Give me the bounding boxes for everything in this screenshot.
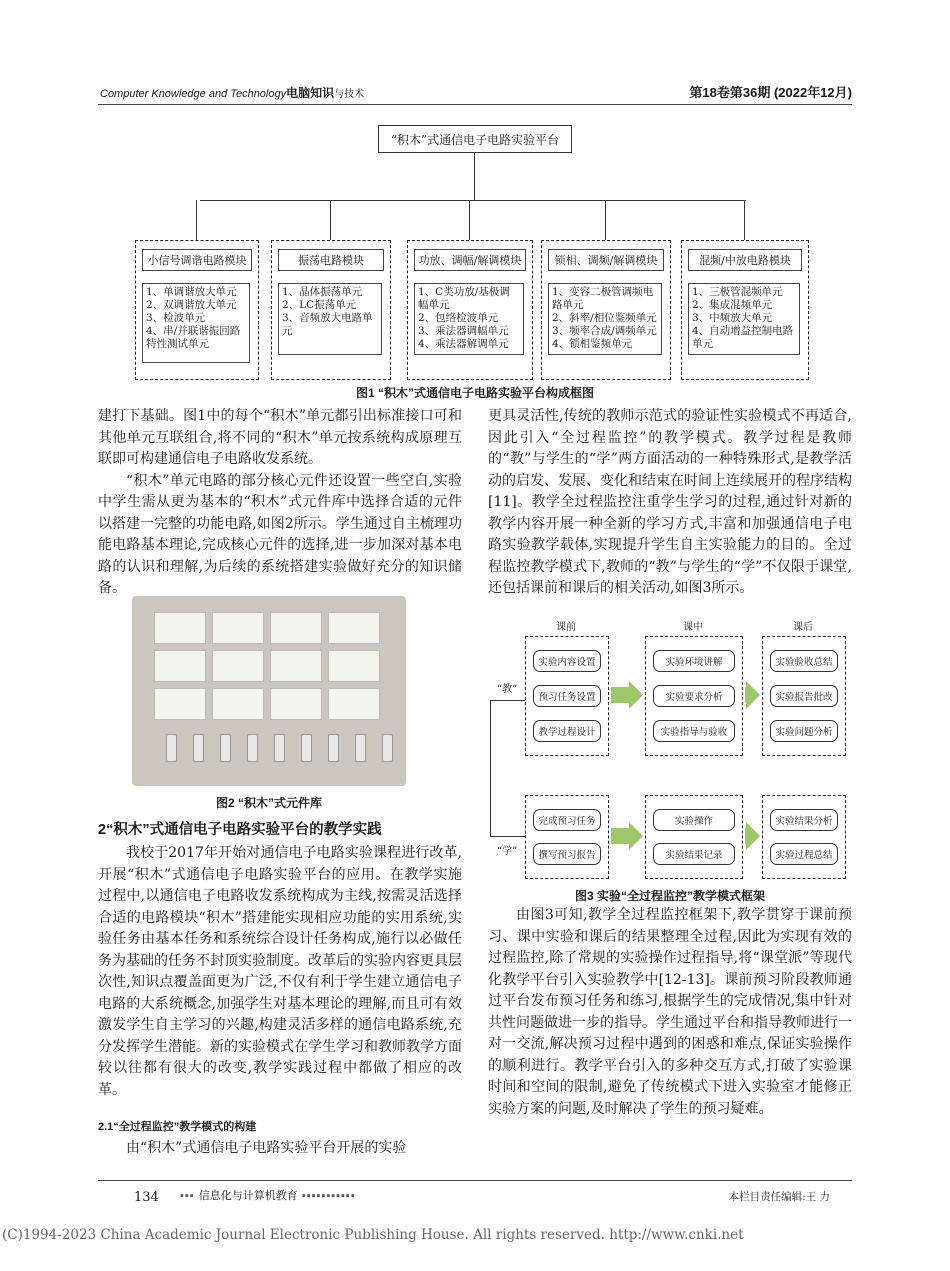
- component-unit: [328, 688, 380, 720]
- right-text-block-1: [488, 406, 852, 600]
- copyright-notice: (C)1994-2023 China Academic Journal Electronic Publishing House. All rights reserved. http://www.cnki.net: [2, 1227, 744, 1243]
- fig1-unit-item: 1、单调谐放大单元: [146, 286, 237, 298]
- component-part: [355, 734, 366, 762]
- fig1-unit-item: 3、检波单元: [146, 312, 206, 324]
- component-library-photo: [132, 596, 406, 786]
- right-text-block-2: [488, 905, 852, 1120]
- fig1-module-title: 振荡电路模块: [278, 249, 384, 271]
- fig1-unit-item: 3、中频放大单元: [692, 312, 773, 324]
- fig1-unit-item: 4、串/并联谐振回路特性测试单元: [146, 325, 241, 350]
- fig1-module: [271, 240, 391, 380]
- component-unit: [154, 612, 206, 644]
- fig3-item: 实验指导与验收: [653, 720, 735, 742]
- paragraph: 更具灵活性,传统的教师示范式的验证性实验模式不再适合,因此引入“全过程监控”的教学模式。教学过程是教师的“教”与学生的“学”两方面活动的一种特殊形式,是教学活动的启发、发展、变化和结束在时间上连续展开的程序结构[11]。教学全过程监控注重学生学习的过程,通过针对新的教学内容开展一种全新的学习方式,丰富和加强通信电子电路实验教学载体,实现提升学生自主实验能力的目的。全过程监控教学模式下,教师的“教”与学生的“学”不仅限于课堂,还包括课前和课后的相关活动,如图3所示。: [488, 408, 852, 596]
- left-text-block-3: [98, 1138, 462, 1160]
- component-part: [301, 734, 312, 762]
- fig1-connector: [196, 200, 197, 240]
- fig3-arrow-head: [629, 822, 643, 850]
- component-unit: [154, 650, 206, 682]
- header-rule: [98, 104, 852, 105]
- fig3-phase-label: 课后: [793, 622, 813, 633]
- fig3-bracket: [490, 700, 491, 836]
- component-part: [247, 734, 258, 762]
- subsection-heading: 2.1“全过程监控”教学模式的构建: [98, 1121, 257, 1133]
- fig3-item: 实验环境讲解: [653, 650, 735, 672]
- fig1-unit-item: 2、LC振荡单元: [282, 299, 357, 311]
- fig1-module: [541, 240, 671, 380]
- fig3-teach-label: “教”: [497, 684, 518, 695]
- fig1-connector: [474, 152, 475, 200]
- component-unit: [154, 688, 206, 720]
- fig1-module-title: 小信号调谐电路模块: [142, 249, 252, 271]
- fig1-module-title: 混频/中放电路模块: [688, 249, 802, 271]
- fig3-arrow-head: [629, 681, 643, 709]
- fig1-unit-item: 2、包络检波单元: [418, 312, 499, 324]
- paragraph: 由图3可知,教学全过程监控框架下,教学贯穿于课前预习、课中实验和课后的结果整理全过程,因此为实现有效的过程监控,除了常规的实验操作过程指导,将“课堂派”等现代化教学平台引入实验教学中[12-13]。课前预习阶段教师通过平台发布预习任务和练习,根据学生的完成情况,集中针对共性问题做进一步的指导。学生通过平台和指导教师进行一对一交流,解决预习过程中遇到的困惑和难点,保证实验操作的顺利进行。教学平台引入的多种交互方式,打破了实验课时间和空间的限制,避免了传统模式下进入实验室才能修正实验方案的问题,及时解决了学生的预习疑难。: [488, 907, 852, 1117]
- fig1-connector: [330, 200, 331, 240]
- component-part: [328, 734, 339, 762]
- fig3-group: [525, 795, 609, 879]
- fig1-unit-item: 2、斜率/相位鉴频单元: [552, 312, 657, 324]
- fig1-unit-item: 1、晶体振荡单元: [282, 286, 363, 298]
- fig1-module-units: [278, 283, 382, 355]
- paragraph: 由“积木”式通信电子电路实验平台开展的实验: [126, 1140, 407, 1156]
- fig1-unit-item: 1、三极管混频单元: [692, 286, 783, 298]
- fig3-phase-label: 课前: [556, 622, 576, 633]
- fig3-item: 实验结果分析: [770, 809, 838, 831]
- component-unit: [328, 650, 380, 682]
- fig3-item: 撰写预习报告: [533, 843, 601, 865]
- component-unit: [328, 612, 380, 644]
- fig3-item: 实验要求分析: [653, 685, 735, 707]
- fig1-module-title: 功放、调幅/解调模块: [414, 249, 526, 271]
- fig3-bracket: [490, 700, 525, 701]
- fig3-item: 实验内容设置: [533, 650, 601, 672]
- fig1-connector: [744, 200, 745, 240]
- fig3-item: 实验问题分析: [770, 720, 838, 742]
- fig1-unit-item: 1、变容二极管调频电路单元: [552, 286, 654, 311]
- left-text-block-2: [98, 843, 462, 1101]
- fig1-unit-item: 3、频率合成/调频单元: [552, 325, 657, 337]
- fig3-item: 实验验收总结: [770, 650, 838, 672]
- component-unit: [270, 688, 322, 720]
- fig1-unit-item: 4、乘法器解调单元: [418, 338, 509, 350]
- fig1-module-units: [548, 283, 662, 355]
- fig1-unit-item: 2、双调谐放大单元: [146, 299, 237, 311]
- fig3-item: 教学过程设计: [533, 720, 601, 742]
- fig1-module: [681, 240, 809, 380]
- fig3-arrow: [611, 687, 629, 703]
- fig3-item: 实验操作: [653, 809, 735, 831]
- component-unit: [270, 612, 322, 644]
- fig1-connector: [605, 200, 606, 240]
- footer-rule: [98, 1180, 852, 1181]
- fig1-unit-item: 3、音频放大电路单元: [282, 312, 373, 337]
- fig3-arrow: [611, 828, 629, 844]
- fig2-caption: 图2 “积木”式元件库: [215, 796, 322, 810]
- fig1-module-units: [142, 283, 250, 363]
- fig3-item: 完成预习任务: [533, 809, 601, 831]
- fig1-module-units: [688, 283, 800, 355]
- fig1-connector: [200, 200, 746, 201]
- component-unit: [212, 650, 264, 682]
- column-name: ▪▪▪ 信息化与计算机教育 ▪▪▪▪▪▪▪▪▪▪▪: [180, 1190, 356, 1202]
- fig1-caption: 图1 “积木”式通信电子电路实验平台构成框图: [355, 386, 594, 400]
- paragraph: “积木”单元电路的部分核心元件还设置一些空白,实验中学生需从更为基本的“积木”式元件库中选择合适的元件以搭建一完整的功能电路,如图2所示。学生通过自主梳理功能电路基本理论,完成核心元件的选择,进一步加深对基本电路的认识和理解,为后续的系统搭建实验做好充分的知识储备。: [98, 472, 462, 596]
- issue-info: 第18卷第36期 (2022年12月): [689, 85, 852, 100]
- fig3-item: 预习任务设置: [533, 685, 601, 707]
- fig1-module-title: 锁相、调频/解调模块: [548, 249, 664, 271]
- fig3-learn-label: “学”: [497, 846, 518, 857]
- component-unit: [212, 612, 264, 644]
- fig3-item: 实验报告批改: [770, 685, 838, 707]
- fig1-unit-item: 4、自动增益控制电路单元: [692, 325, 794, 350]
- component-part: [382, 734, 393, 762]
- fig3-arrow-head: [746, 822, 760, 850]
- fig1-module: [407, 240, 533, 380]
- fig3-item: 实验过程总结: [770, 843, 838, 865]
- fig3-arrow-head: [746, 681, 760, 709]
- paragraph: 建打下基础。图1中的每个“积木”单元都引出标准接口可和其他单元互联组合,将不同的“积木”单元按系统构成原理互联即可构建通信电子电路收发系统。: [98, 408, 462, 467]
- left-text-block-1: [98, 406, 462, 600]
- component-part: [166, 734, 177, 762]
- fig3-item: 实验结果记录: [653, 843, 735, 865]
- section-heading: 2“积木”式通信电子电路实验平台的教学实践: [98, 822, 382, 838]
- fig3-group: [645, 795, 743, 879]
- fig1-unit-item: 2、集成混频单元: [692, 299, 773, 311]
- editor-credit: 本栏目责任编辑:王 力: [728, 1191, 830, 1203]
- component-unit: [212, 688, 264, 720]
- component-part: [274, 734, 285, 762]
- component-part: [220, 734, 231, 762]
- fig3-bracket: [490, 836, 525, 837]
- fig1-unit-item: 4、锁相鉴频单元: [552, 338, 633, 350]
- fig1-unit-item: 3、乘法器调幅单元: [418, 325, 509, 337]
- fig1-module: [135, 240, 259, 380]
- fig1-root-box: “积木”式通信电子电路实验平台: [378, 125, 572, 153]
- component-unit: [270, 650, 322, 682]
- paragraph: 我校于2017年开始对通信电子电路实验课程进行改革,开展“积木”式通信电子电路实验平台的应用。在教学实施过程中,以通信电子电路收发系统构成为主线,按需灵活选择合适的电路模块“积木”搭建能实现相应功能的实用系统,实验任务由基本任务和系统综合设计任务构成,施行以必做任务为基础的任务不封顶实验制度。改革后的实验内容更具层次性,知识点覆盖面更为广泛,不仅有利于学生建立通信电子电路的大系统概念,加强学生对基本理论的理解,而且可有效激发学生自主学习的兴趣,构建灵活多样的通信电路系统,充分发挥学生潜能。新的实验模式在学生学习和教师教学方面较以往都有很大的改变,教学实践过程中都做了相应的改革。: [98, 845, 462, 1098]
- fig1-connector: [469, 200, 470, 240]
- component-part: [193, 734, 204, 762]
- journal-name: Computer Knowledge and Technology电脑知识与技术: [100, 86, 365, 100]
- fig3-group: [762, 795, 846, 879]
- fig3-caption: 图3 实验“全过程监控”教学模式框架: [574, 889, 765, 903]
- fig3-phase-label: 课中: [683, 622, 703, 633]
- fig1-unit-item: 1、C类功放/基极调幅单元: [418, 286, 510, 311]
- page-number: 134: [134, 1190, 159, 1205]
- fig1-module-units: [414, 283, 524, 355]
